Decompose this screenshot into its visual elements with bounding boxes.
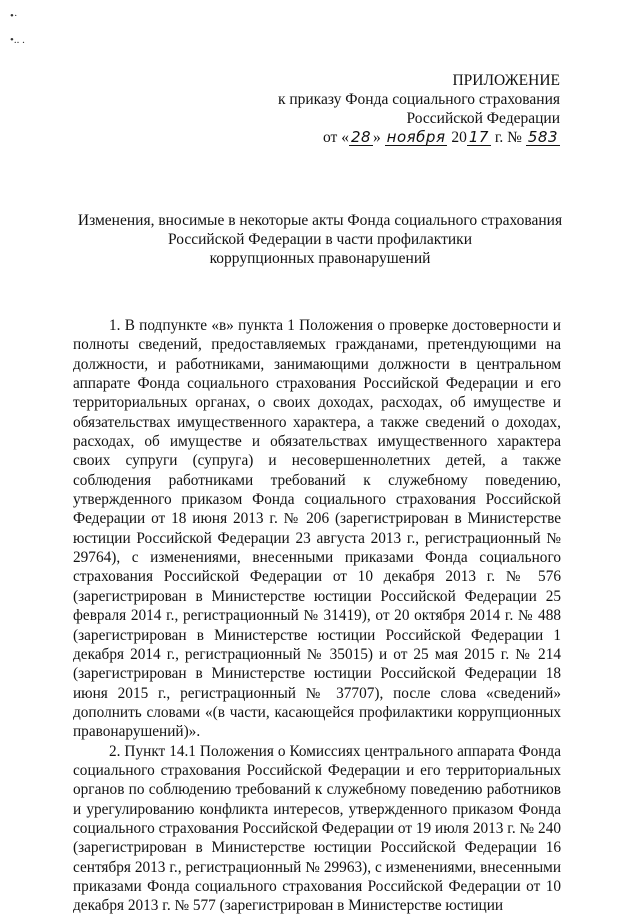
date-prefix: от «	[323, 129, 349, 146]
handwritten-month: ноября	[386, 128, 446, 146]
handwritten-day: 28	[350, 128, 372, 146]
handwritten-number: 583	[527, 128, 558, 146]
appendix-order-line: к приказу Фонда социального страхования	[277, 91, 560, 108]
date-separator: »	[373, 129, 381, 146]
title-line-2: Российской Федерации в части профилактики	[168, 231, 472, 248]
scan-artifact-marks	[10, 10, 25, 46]
appendix-header	[160, 71, 560, 147]
scan-mark-bottom: •.. .	[10, 34, 25, 46]
year-prefix: 20	[451, 129, 467, 146]
scan-mark-top: •·	[10, 10, 18, 22]
number-prefix: г. №	[494, 129, 522, 146]
appendix-date-line	[160, 128, 560, 147]
title-line-3: коррупционных правонарушений	[209, 250, 431, 267]
appendix-title: ПРИЛОЖЕНИЕ	[452, 72, 560, 89]
handwritten-year: 17	[468, 128, 489, 146]
title-line-1: Изменения, вносимые в некоторые акты Фонда социального страхования	[77, 212, 563, 229]
document-body	[73, 316, 561, 916]
paragraph-2: 2. Пункт 14.1 Положения о Комиссиях центрального аппарата Фонда социального страхования Российской Федерации и его территориальных органов по соблюдению требований к служебному поведению работников и урегулированию конфликта интересов, утвержденного приказом Фонда социального страхования Российской Федерации от 19 июля 2013 г. № 240 (зарегистрирован в Министерстве юстиции Российской Федерации 16 сентября 2013 г., регистрационный № 29963), с изменениями, внесенными приказами Фонда социального страхования Российской Федерации от 10 декабря 2013 г. № 577 (зарегистрирован в Министерстве юстиции	[73, 742, 561, 915]
appendix-federation-line: Российской Федерации	[406, 110, 560, 127]
paragraph-1: 1. В подпункте «в» пункта 1 Положения о проверке достоверности и полноты сведений, предоставляемых гражданами, претендующими на должности, и работниками, занимающими должности в центральном аппарате Фонда социального страхования Российской Федерации и его территориальных органах, о своих доходах, расходах, об имуществе и обязательствах имущественного характера, а также сведений о доходах, расходах, об имуществе и обязательствах имущественного характера своих супруги (супруга) и несовершеннолетних детей, а также соблюдения работниками требований к служебному поведению, утвержденного приказом Фонда социального страхования Российской Федерации от 18 июня 2013 г. № 206 (зарегистрирован в Министерстве юстиции Российской Федерации 23 августа 2013 г., регистрационный № 29764), с изменениями, внесенными приказами Фонда социального страхования Российской Федерации от 10 декабря 2013 г. № 576 (зарегистрирован в Министерстве юстиции Российской Федерации 25 февраля 2014 г., регистрационный № 31419), от 20 октября 2014 г. № 488 (зарегистрирован в Министерстве юстиции Российской Федерации 1 декабря 2014 г., регистрационный № 35015) и от 25 мая 2015 г. № 214 (зарегистрирован в Министерстве юстиции Российской Федерации 18 июня 2015 г., регистрационный № 37707), после слова «сведений» дополнить словами «(в части, касающейся профилактики коррупционных правонарушений)».	[73, 317, 561, 741]
document-title	[0, 211, 640, 268]
